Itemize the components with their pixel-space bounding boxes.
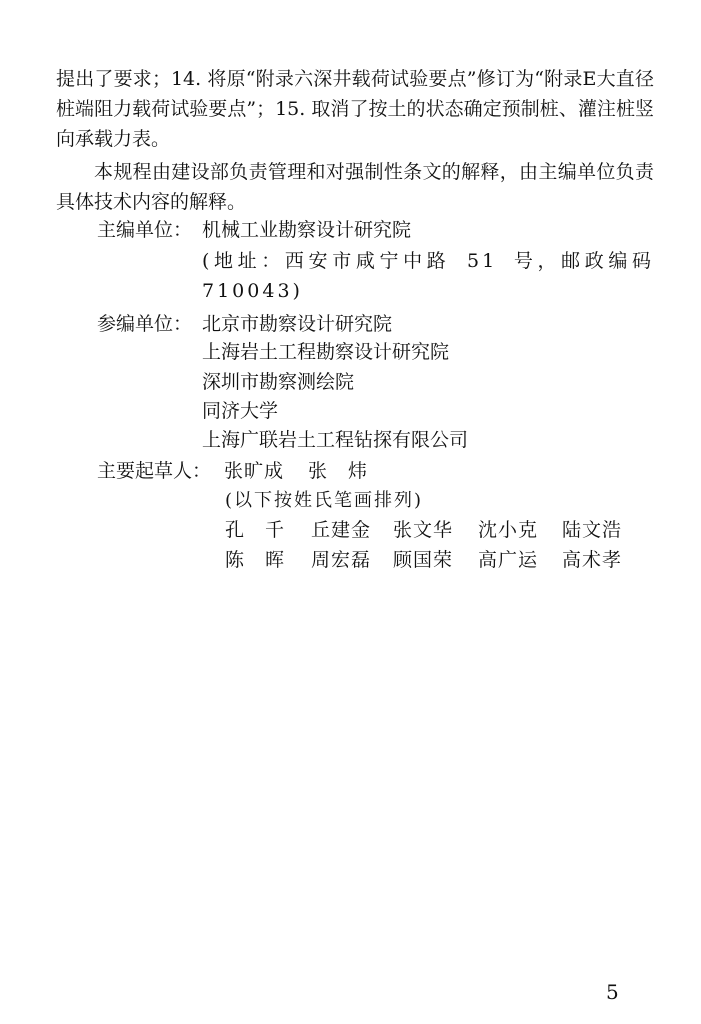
page-number: 5 (606, 980, 619, 1004)
drafters-label: 主要起草人： (97, 460, 212, 482)
participating-units-label: 参编单位： (97, 313, 193, 335)
drafter-name: 孔 千 (225, 519, 286, 541)
participating-unit-item: 同济大学 (202, 400, 279, 422)
drafter-name: 陆文浩 (562, 519, 623, 541)
body-paragraph-1: 提出了要求；14. 将原“附录六深井载荷试验要点”修订为“附录E大直径桩端阻力载荷试验要点”；15. 取消了按土的状态确定预制桩、灌注桩竖向承载力表。 (56, 68, 654, 150)
drafter-name: 陈 晖 (225, 549, 286, 571)
drafter-name: 沈小克 (478, 519, 539, 541)
drafter-name: 张文华 (393, 519, 454, 541)
participating-unit-item: 上海广联岩土工程钻探有限公司 (202, 429, 469, 451)
lead-drafter-name: 张 炜 (308, 460, 369, 482)
lead-drafter-name: 张旷成 (224, 460, 285, 482)
participating-unit-item: 深圳市勘察测绘院 (202, 371, 355, 393)
chief-unit-name: 机械工业勘察设计研究院 (202, 219, 412, 241)
drafter-name: 顾国荣 (393, 549, 454, 571)
drafter-name: 丘建金 (311, 519, 372, 541)
drafter-name: 周宏磊 (311, 549, 372, 571)
body-paragraph-2: 本规程由建设部负责管理和对强制性条文的解释，由主编单位负责具体技术内容的解释。 (56, 161, 654, 213)
participating-unit-item: 上海岩土工程勘察设计研究院 (202, 341, 450, 363)
chief-unit-label: 主编单位： (97, 219, 193, 241)
drafter-name: 高广运 (478, 549, 539, 571)
chief-unit-address: (地址：西安市咸宁中路 51 号，邮政编码 710043) (202, 250, 654, 302)
drafters-order-note: (以下按姓氏笔画排列) (225, 490, 424, 511)
drafter-name: 高术孝 (562, 549, 623, 571)
participating-unit-item: 北京市勘察设计研究院 (202, 313, 393, 335)
